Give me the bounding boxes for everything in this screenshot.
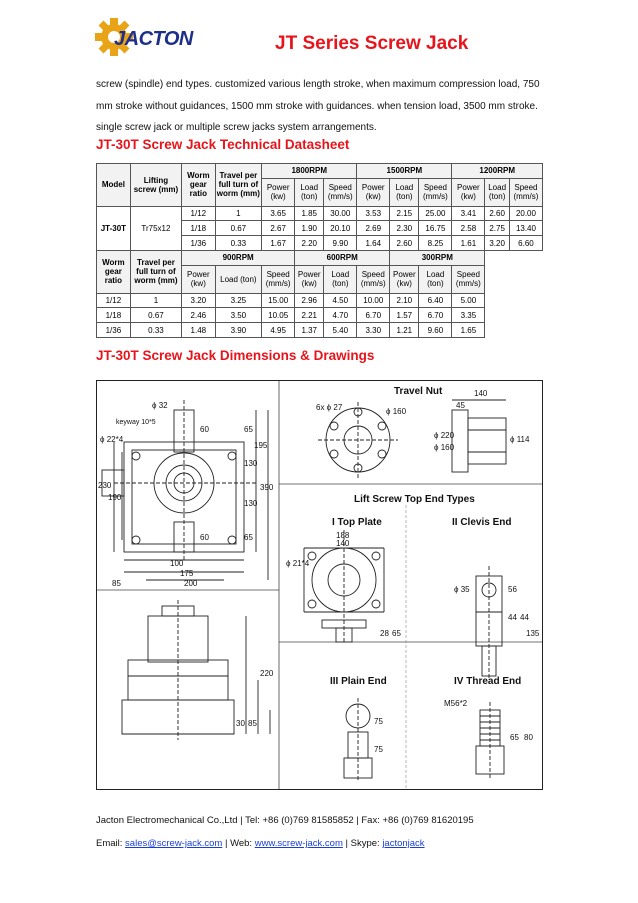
table-cell: 2.60 [485,206,510,221]
table-cell: 2.30 [390,221,419,236]
table-row [97,323,543,338]
dim-label: 175 [180,569,194,578]
dim-label: 135 [526,629,540,638]
rpm-header: 600RPM [295,250,390,265]
table-cell: 2.60 [390,236,419,251]
table-cell: 4.70 [324,308,357,323]
dim-label: 75 [374,717,383,726]
rpm-header: 300RPM [390,250,485,265]
table-cell: 2.96 [295,293,324,308]
table-cell: 25.00 [419,206,452,221]
table-cell: 3.25 [215,293,262,308]
web-link[interactable]: www.screw-jack.com [254,838,343,849]
table-row [97,308,543,323]
table-cell: 10.00 [357,293,390,308]
table-cell: 0.67 [215,221,262,236]
speed-header: Speed (mm/s) [324,178,357,206]
block1-body [97,206,543,250]
table-cell: 3.20 [182,293,215,308]
dim-label: 85 [112,579,121,588]
dim-label: 65 [510,733,519,742]
load-header: Load (ton) [390,178,419,206]
table-cell: 3.90 [215,323,262,338]
table-cell: 10.05 [262,308,295,323]
footer-contact: Jacton Electromechanical Co.,Ltd | Tel: +86 (0)769 81585852 | Fax: +86 (0)769 81620195 [96,815,474,826]
table-cell: 1 [215,206,262,221]
table-cell: 2.46 [182,308,215,323]
company-logo [92,12,193,62]
table-cell: 1/12 [182,206,215,221]
top-plate-label: I Top Plate [332,517,382,528]
dim-label: ϕ 220 [434,431,455,440]
table-cell: 1/18 [182,221,215,236]
dim-label: ϕ 22*4 [100,435,124,444]
load-header: Load (ton) [419,265,452,293]
table-cell: 13.40 [509,221,542,236]
rpm-header: 1500RPM [357,164,452,179]
email-link[interactable]: sales@screw-jack.com [125,838,223,849]
table-cell: 4.95 [262,323,295,338]
table-cell: 20.00 [509,206,542,221]
dim-label: ϕ 35 [454,585,470,594]
speed-header: Speed (mm/s) [452,265,485,293]
table-cell: 2.15 [390,206,419,221]
dim-label: 65 [244,533,253,542]
dim-label: 85 [248,719,257,728]
dim-label: 44 [520,613,529,622]
dim-label: 190 [108,493,122,502]
table-cell: 3.65 [262,206,295,221]
table-cell: 3.50 [215,308,262,323]
table-cell: 1/12 [97,293,131,308]
table-cell: 1.64 [357,236,390,251]
load-header: Load (ton) [324,265,357,293]
skype-prefix: | Skype: [342,838,383,849]
table-cell: 15.00 [262,293,295,308]
table-cell: 2.21 [295,308,324,323]
table-cell: 0.67 [130,308,181,323]
speed-header: Speed (mm/s) [262,265,295,293]
dim-label: 80 [524,733,533,742]
load-header: Load (ton) [215,265,262,293]
table-cell: 2.10 [390,293,419,308]
table-cell: 1.48 [182,323,215,338]
dim-label: ϕ 114 [510,435,530,444]
table-cell: 9.90 [324,236,357,251]
skype-link[interactable]: jactonjack [382,838,425,849]
power-header: Power (kw) [390,265,419,293]
table-cell: 2.20 [295,236,324,251]
dim-label: 188 [336,531,350,540]
table-cell: 1.85 [295,206,324,221]
dim-label: 45 [456,401,465,410]
table-cell: 2.75 [485,221,510,236]
table-cell: 1.67 [262,236,295,251]
table-cell: 20.10 [324,221,357,236]
dim-label: 56 [508,585,517,594]
table-cell: 9.60 [419,323,452,338]
dim-label: 140 [474,389,488,398]
table-cell: 4.50 [324,293,357,308]
model-cell: JT-30T [97,206,131,250]
drawings-heading: JT-30T Screw Jack Dimensions & Drawings [96,348,375,363]
table-cell: 8.25 [419,236,452,251]
table-cell: 3.41 [452,206,485,221]
dim-label: 220 [260,669,274,678]
clevis-end-label: II Clevis End [452,517,512,528]
email-prefix: Email: [96,838,126,849]
travel-header: Travel per full turn of worm (mm) [215,164,262,207]
dim-label: 60 [200,425,209,434]
rpm-header: 1200RPM [452,164,543,179]
dim-label: 30 [236,719,245,728]
thread-end-label: IV Thread End [454,676,522,687]
intro-paragraph: screw (spindle) end types. customized various length stroke, when maximum compression load, 750 mm stroke without guidances, 1500 mm stroke with guidances. when tension load, 3500 mm stroke. single screw jack or multiple screw jacks system arrangements. [96,79,540,133]
datasheet-heading: JT-30T Screw Jack Technical Datasheet [96,137,350,152]
table-cell: 3.20 [485,236,510,251]
lifting-screw-header: Lifting screw (mm) [130,164,181,207]
travel-nut-label: Travel Nut [394,386,443,397]
speed-header: Speed (mm/s) [509,178,542,206]
travel-header: Travel per full turn of worm (mm) [130,250,181,293]
lifting-screw-cell: Tr75x12 [130,206,181,250]
table-cell: 16.75 [419,221,452,236]
table-cell: 0.33 [215,236,262,251]
table-cell: 5.40 [324,323,357,338]
plain-end-label: III Plain End [330,676,387,687]
table-cell: 6.70 [357,308,390,323]
dim-label: 65 [392,629,401,638]
dim-label: M56*2 [444,699,468,708]
table-cell: 3.35 [452,308,485,323]
power-header: Power (kw) [357,178,390,206]
table-cell: 3.53 [357,206,390,221]
dim-label: ϕ 160 [434,443,455,452]
rpm-header: 900RPM [182,250,295,265]
dimension-drawing [96,380,543,790]
block2-body [97,293,543,337]
table-cell: 0.33 [130,323,181,338]
table-cell: 1.65 [452,323,485,338]
table-row [97,293,543,308]
keyway-label: keyway 10*5 [116,419,156,426]
table-cell: 1/18 [97,308,131,323]
dim-label: 100 [170,559,184,568]
dim-label: 195 [254,441,268,450]
power-header: Power (kw) [295,265,324,293]
table-cell: 1.90 [295,221,324,236]
table-cell: 5.00 [452,293,485,308]
load-header: Load (ton) [295,178,324,206]
dim-label: 130 [244,499,258,508]
load-header: Load (ton) [485,178,510,206]
footer-links [96,838,425,849]
dim-label: 65 [244,425,253,434]
worm-ratio-header: Worm gear ratio [182,164,215,207]
table-cell: 1/36 [97,323,131,338]
table-cell: 2.67 [262,221,295,236]
table-cell: 30.00 [324,206,357,221]
dim-label: 130 [244,459,258,468]
dim-label: 140 [336,539,350,548]
table-cell: 3.30 [357,323,390,338]
table-cell: 1.57 [390,308,419,323]
table-cell: 6.40 [419,293,452,308]
datasheet-table [96,163,543,338]
table-cell: 6.60 [509,236,542,251]
dim-label: 28 [380,629,389,638]
power-header: Power (kw) [262,178,295,206]
power-header: Power (kw) [452,178,485,206]
table-cell: 2.69 [357,221,390,236]
speed-header: Speed (mm/s) [357,265,390,293]
table-cell: 1.37 [295,323,324,338]
table-cell: 1.21 [390,323,419,338]
rpm-header: 1800RPM [262,164,357,179]
dim-label: 6x ϕ 27 [316,403,343,412]
table-cell: 1.61 [452,236,485,251]
page-title: JT Series Screw Jack [275,33,469,54]
dim-label: ϕ 21*4 [286,559,310,568]
model-header: Model [97,164,131,207]
dim-label: 44 [508,613,517,622]
logo-text: JACTON [114,28,193,50]
speed-header: Speed (mm/s) [419,178,452,206]
drawing-svg [96,380,543,790]
table-cell: 6.70 [419,308,452,323]
worm-ratio-header: Worm gear ratio [97,250,131,293]
end-types-label: Lift Screw Top End Types [354,494,475,505]
web-prefix: | Web: [222,838,255,849]
power-header: Power (kw) [182,265,215,293]
dim-label: 75 [374,745,383,754]
dim-label: ϕ 32 [152,401,168,410]
dim-label: ϕ 160 [386,407,407,416]
table-row [97,206,543,221]
table-cell: 2.58 [452,221,485,236]
dim-label: 230 [98,481,112,490]
table-cell: 1/36 [182,236,215,251]
table-cell: 1 [130,293,181,308]
dim-label: 390 [260,483,274,492]
dim-label: 200 [184,579,198,588]
dim-label: 60 [200,533,209,542]
